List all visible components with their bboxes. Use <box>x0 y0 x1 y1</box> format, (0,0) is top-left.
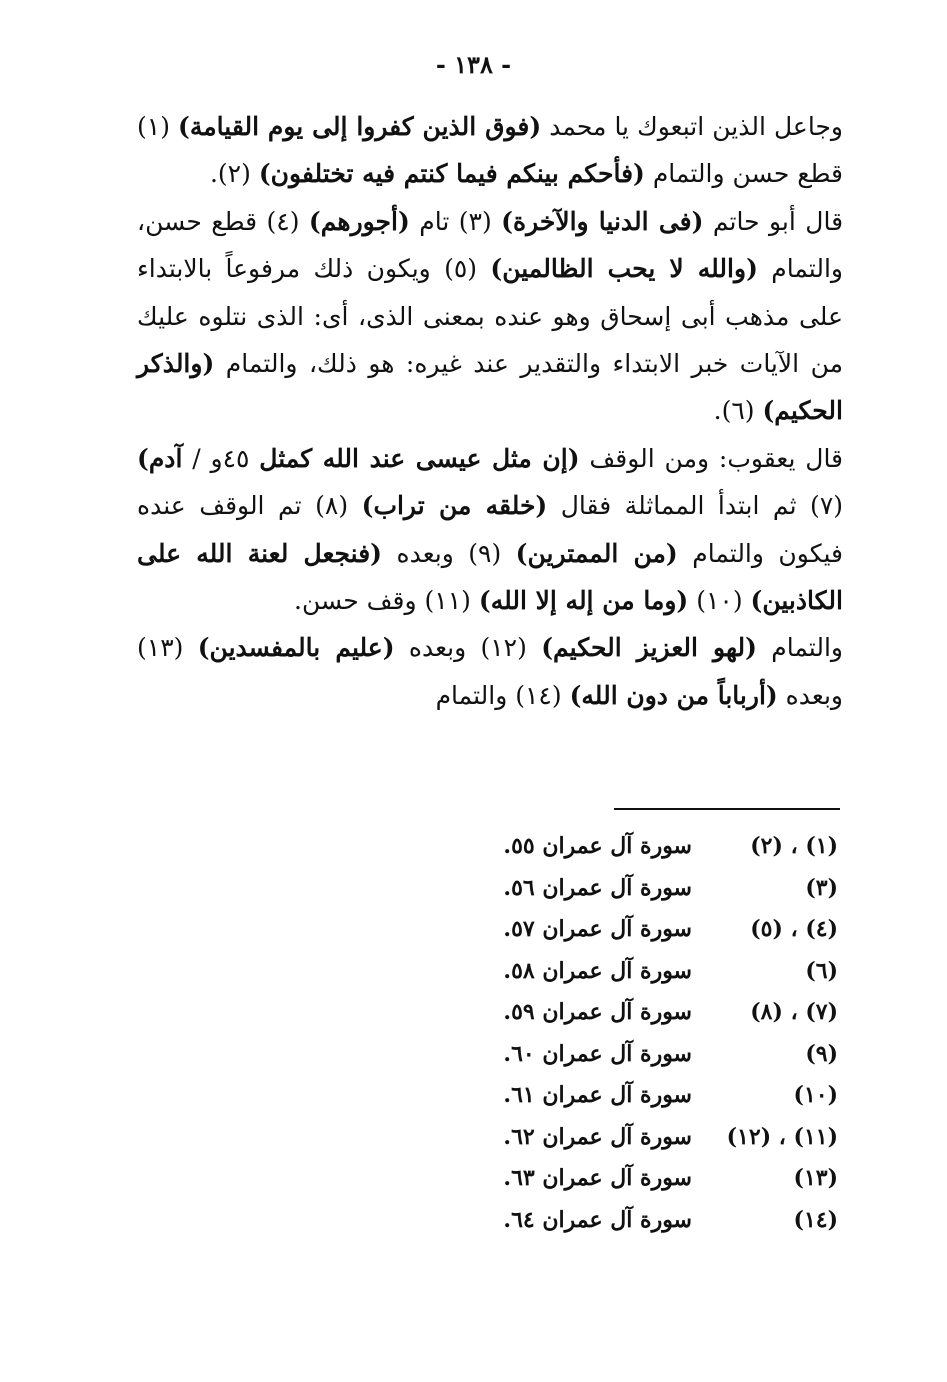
footnote-ref: (٧) ، (٨) <box>750 999 838 1025</box>
text-segment: (١٠) <box>688 586 751 616</box>
quran-quote: (وما من إله إلا الله) <box>478 586 689 616</box>
footnote-text: سورة آل عمران ٦٢. <box>503 1123 692 1150</box>
footnote <box>480 951 838 993</box>
text-segment: (٨) تم الوقف عنده فيكون والتمام <box>137 491 843 568</box>
text-segment: قال أبو حاتم <box>703 206 844 236</box>
footnote <box>480 1200 838 1242</box>
quran-quote: (لهو العزيز الحكيم) <box>541 633 757 663</box>
text-segment: (٣) تام <box>409 206 502 236</box>
footnote <box>480 909 838 951</box>
paragraph <box>137 198 843 435</box>
footnote-text: سورة آل عمران ٥٩. <box>503 999 692 1025</box>
footnote-text: سورة آل عمران ٦١. <box>503 1082 692 1108</box>
paragraph <box>137 435 843 625</box>
text-segment: (١٢) وبعده <box>394 633 542 663</box>
quran-quote: (أجورهم) <box>308 206 410 236</box>
quran-quote: آدم) <box>137 443 183 473</box>
text-segment: (٤) قطع حسن، والتمام <box>137 206 843 284</box>
footnote-ref: (٩) <box>805 1040 838 1067</box>
text-segment: (١٤) والتمام <box>435 680 570 710</box>
footnote <box>480 992 838 1034</box>
footnotes <box>480 826 838 1241</box>
footnote <box>480 1158 838 1200</box>
quran-quote: (والله لا يحب الظالمين) <box>490 254 758 284</box>
text-segment: (١) قطع حسن والتمام <box>137 112 843 189</box>
footnote-ref: (٦) <box>805 957 838 984</box>
quran-quote: (إن مثل عيسى عند الله كمثل <box>259 443 580 473</box>
footnote-text: سورة آل عمران ٥٦. <box>503 874 692 901</box>
footnote-ref: (١٠) <box>793 1082 838 1108</box>
footnote-ref: (٣) <box>805 874 838 901</box>
footnote <box>480 868 838 910</box>
text-segment: (٩) وبعده <box>382 538 516 568</box>
footnote-text: سورة آل عمران ٦٠. <box>503 1040 692 1067</box>
footnote-ref: (٤) ، (٥) <box>750 916 838 942</box>
quran-quote: (فأحكم بينكم فيما كنتم فيه تختلفون) <box>258 159 645 189</box>
text-segment: وجاعل الذين اتبعوك يا محمد <box>541 112 843 141</box>
footnote <box>480 826 838 868</box>
text-segment: قال يعقوب: ومن الوقف <box>579 443 844 473</box>
footnote-text: سورة آل عمران ٥٧. <box>503 916 692 942</box>
footnote-text: سورة آل عمران ٥٨. <box>503 957 692 984</box>
text-segment: (١٣) وبعده <box>137 633 843 710</box>
quran-quote: (خلقه من تراب) <box>361 491 548 521</box>
footnote <box>480 1075 838 1117</box>
footnote <box>480 1034 838 1076</box>
footnote-text: سورة آل عمران ٦٣. <box>503 1165 692 1191</box>
text-segment: (٧) ثم ابتدأ المماثلة فقال <box>547 491 844 521</box>
paragraph <box>137 103 843 198</box>
footnote-ref: (١١) ، (١٢) <box>726 1123 838 1150</box>
quran-quote: (فنجعل لعنة الله على الكاذبين) <box>137 538 843 616</box>
text-segment: والتمام <box>756 633 843 663</box>
footnote-divider <box>614 808 840 810</box>
quran-quote: (والذكر الحكيم) <box>137 349 843 426</box>
text-segment: (١١) وقف حسن. <box>294 586 479 616</box>
text-segment: ٤٥و / <box>182 443 260 473</box>
quran-quote: (فوق الذين كفروا إلى يوم القيامة) <box>178 112 542 141</box>
footnote-ref: (١٣) <box>793 1165 838 1191</box>
footnote <box>480 1117 838 1159</box>
main-text <box>137 103 843 719</box>
text-segment: (٥) ويكون ذلك مرفوعاً بالابتداء على مذهب أبى إسحاق وهو عنده بمعنى الذى، أى: الذى نتلوه عليك من الآيات خبر الابتداء والتقدير عند غيره: هو ذلك، والتمام <box>137 254 843 379</box>
quran-quote: (أرباباً من دون الله) <box>569 680 778 710</box>
footnote-text: سورة آل عمران ٦٤. <box>503 1206 692 1233</box>
paragraph <box>137 624 843 719</box>
quran-quote: (عليم بالمفسدين) <box>197 633 395 663</box>
footnote-text: سورة آل عمران ٥٥. <box>503 833 692 859</box>
text-segment: (٦). <box>713 396 763 426</box>
quran-quote: (من الممترين) <box>515 538 678 568</box>
text-segment: (٢). <box>209 159 259 189</box>
footnote-ref: (١) ، (٢) <box>750 833 838 859</box>
page-number: - ١٣٨ - <box>435 50 512 79</box>
quran-quote: (فى الدنيا والآخرة) <box>501 206 704 236</box>
footnote-ref: (١٤) <box>793 1206 838 1233</box>
